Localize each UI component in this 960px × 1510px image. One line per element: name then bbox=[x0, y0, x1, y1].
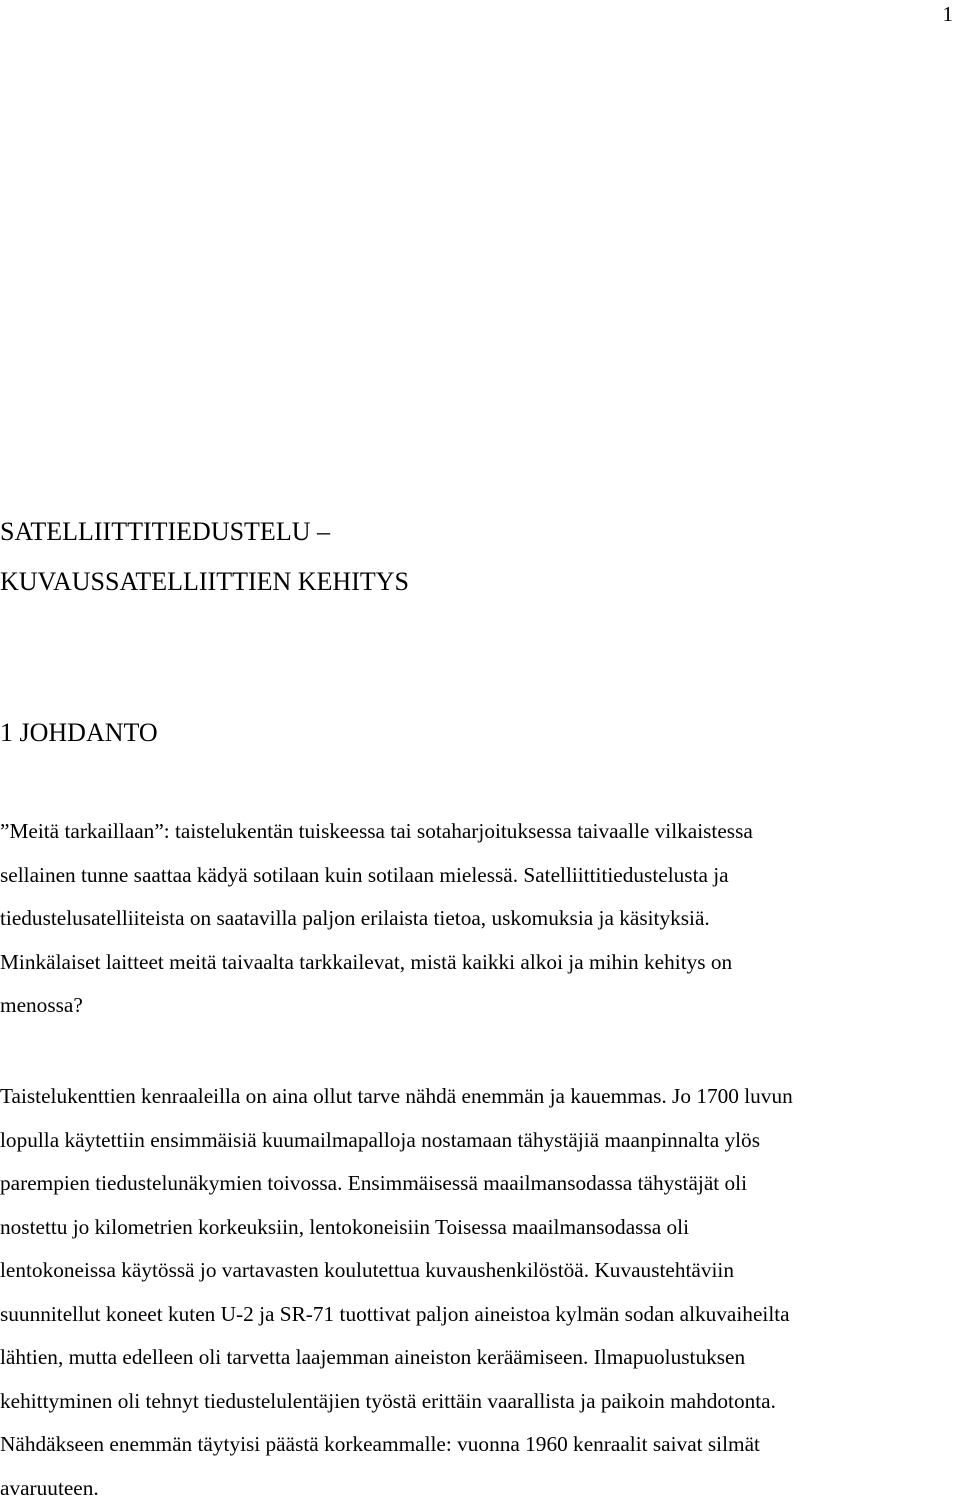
paragraph-line: lähtien, mutta edelleen oli tarvetta laajemman aineiston keräämiseen. Ilmapuolustuksen bbox=[0, 1336, 960, 1380]
paragraph-line: avaruuteen. bbox=[0, 1467, 960, 1510]
paragraph-history bbox=[0, 1075, 960, 1510]
paragraph-line: menossa? bbox=[0, 984, 960, 1028]
document-title-line-1: SATELLIITTITIEDUSTELU – bbox=[0, 517, 330, 547]
paragraph-line: Minkälaiset laitteet meitä taivaalta tarkkailevat, mistä kaikki alkoi ja mihin kehitys on bbox=[0, 941, 960, 985]
paragraph-intro bbox=[0, 810, 960, 1028]
paragraph-line: lentokoneissa käytössä jo vartavasten koulutettua kuvaushenkilöstöä. Kuvaustehtäviin bbox=[0, 1249, 960, 1293]
page-number: 1 bbox=[943, 0, 954, 28]
paragraph-line: ”Meitä tarkaillaan”: taistelukentän tuiskeessa tai sotaharjoituksessa taivaalle vilkaistessa bbox=[0, 810, 960, 854]
paragraph-line: sellainen tunne saattaa kädyä sotilaan kuin sotilaan mielessä. Satelliittitiedustelusta ja bbox=[0, 854, 960, 898]
paragraph-line: suunnitellut koneet kuten U-2 ja SR-71 tuottivat paljon aineistoa kylmän sodan alkuvaiheilta bbox=[0, 1293, 960, 1337]
paragraph-line: parempien tiedustelunäkymien toivossa. Ensimmäisessä maailmansodassa tähystäjät oli bbox=[0, 1162, 960, 1206]
section-heading: 1 JOHDANTO bbox=[0, 718, 158, 748]
paragraph-line: Taistelukenttien kenraaleilla on aina ollut tarve nähdä enemmän ja kauemmas. Jo 1700 luvun bbox=[0, 1075, 960, 1119]
paragraph-line: lopulla käytettiin ensimmäisiä kuumailmapalloja nostamaan tähystäjiä maanpinnalta ylös bbox=[0, 1119, 960, 1163]
paragraph-line: Nähdäkseen enemmän täytyisi päästä korkeammalle: vuonna 1960 kenraalit saivat silmät bbox=[0, 1423, 960, 1467]
paragraph-line: nostettu jo kilometrien korkeuksiin, lentokoneisiin Toisessa maailmansodassa oli bbox=[0, 1206, 960, 1250]
document-title-line-2: KUVAUSSATELLIITTIEN KEHITYS bbox=[0, 567, 409, 597]
paragraph-line: tiedustelusatelliiteista on saatavilla paljon erilaista tietoa, uskomuksia ja käsityksiä. bbox=[0, 897, 960, 941]
paragraph-line: kehittyminen oli tehnyt tiedustelulentäjien työstä erittäin vaarallista ja paikoin mahdotonta. bbox=[0, 1380, 960, 1424]
